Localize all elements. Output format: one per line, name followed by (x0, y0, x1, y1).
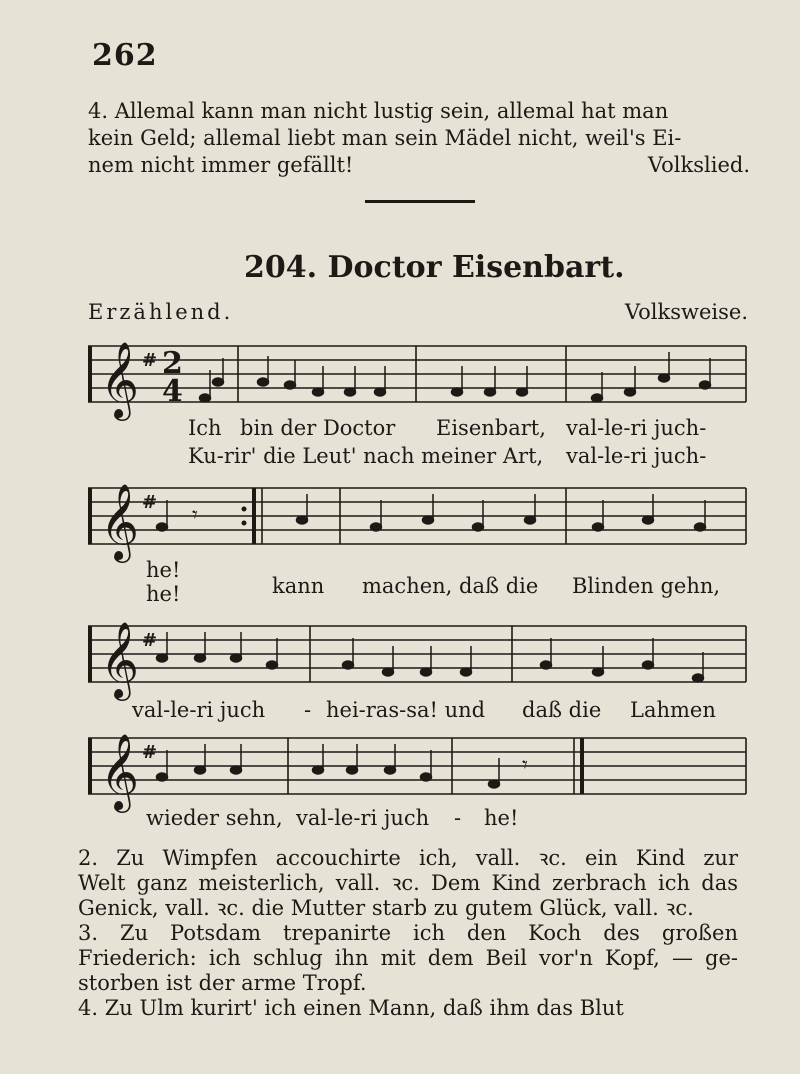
lyric: he! (146, 558, 181, 582)
lyric: val-le-ri juch- (566, 416, 707, 440)
lyric: kann (272, 574, 325, 598)
sharp-icon: # (142, 492, 158, 513)
lyric: bin der Doctor (240, 416, 396, 440)
treble-clef-icon: 𝄞 (100, 733, 140, 810)
svg-text:𝄾: 𝄾 (522, 753, 528, 778)
lyric: Ich (188, 416, 222, 440)
music-staff-system-2 (0, 483, 800, 560)
lyric: wieder sehn, (146, 806, 283, 830)
verse-line: 4. Zu Ulm kurirt' ich einen Mann, daß ihm das Blut (78, 996, 624, 1020)
music-staff-system-3 (0, 621, 800, 698)
verse-line: Friederich: ich schlug ihn mit dem Beil vor'n Kopf, — ge- (78, 946, 738, 970)
music-staff-system-4 (0, 733, 800, 810)
section-divider (365, 200, 475, 203)
time-signature: 2 (162, 346, 183, 381)
svg-text:𝄾: 𝄾 (192, 503, 198, 528)
treble-clef-icon: 𝄞 (100, 483, 140, 560)
verse-line: nem nicht immer gefällt! (88, 153, 354, 177)
lyric: Blinden gehn, (572, 574, 721, 598)
sharp-icon: # (142, 350, 158, 371)
verse-line: kein Geld; allemal liebt man sein Mädel nicht, weil's Ei- (88, 126, 682, 150)
treble-clef-icon: 𝄞 (100, 621, 140, 698)
lyric: machen, daß die (362, 574, 539, 598)
lyric: he! (484, 806, 519, 830)
lyric: Lahmen (630, 698, 716, 722)
page-number: 262 (92, 38, 158, 73)
music-staff-system-1 (0, 341, 800, 418)
lyric: Ku-rir' die Leut' nach meiner Art, (188, 444, 544, 468)
song-title: Doctor Eisenbart. (327, 250, 625, 285)
tempo-marking: Erzählend. (88, 300, 234, 324)
source-attribution: Volkslied. (647, 153, 750, 177)
verse-line: Welt ganz meisterlich, vall. ꝛc. Dem Kind zerbrach ich das (78, 871, 738, 895)
verse-line: 2. Zu Wimpfen accouchirte ich, vall. ꝛc. ein Kind zur (78, 846, 738, 870)
lyric: - (304, 698, 312, 722)
lyric: val-le-ri juch (132, 698, 266, 722)
previous-song-final-verse (88, 98, 750, 179)
time-signature: 4 (162, 374, 183, 409)
additional-verses (78, 846, 738, 1021)
lyric: val-le-ri juch- (566, 444, 707, 468)
lyric: - (454, 806, 462, 830)
verse-line: 4. Allemal kann man nicht lustig sein, allemal hat man (88, 99, 669, 123)
sharp-icon: # (142, 742, 158, 763)
lyric: hei-ras-sa! und (326, 698, 486, 722)
lyric: Eisenbart, (436, 416, 546, 440)
sharp-icon: # (142, 630, 158, 651)
lyric: val-le-ri juch (296, 806, 430, 830)
song-heading (244, 250, 625, 285)
treble-clef-icon: 𝄞 (100, 341, 140, 418)
lyric: daß die (522, 698, 602, 722)
melody-origin: Volksweise. (624, 300, 748, 324)
verse-line: Genick, vall. ꝛc. die Mutter starb zu gutem Glück, vall. ꝛc. (78, 896, 694, 920)
verse-line: storben ist der arme Tropf. (78, 971, 367, 995)
verse-line: 3. Zu Potsdam trepanirte ich den Koch des großen (78, 921, 738, 945)
notes (157, 494, 706, 531)
lyric: he! (146, 582, 181, 606)
song-number: 204. (244, 250, 318, 285)
